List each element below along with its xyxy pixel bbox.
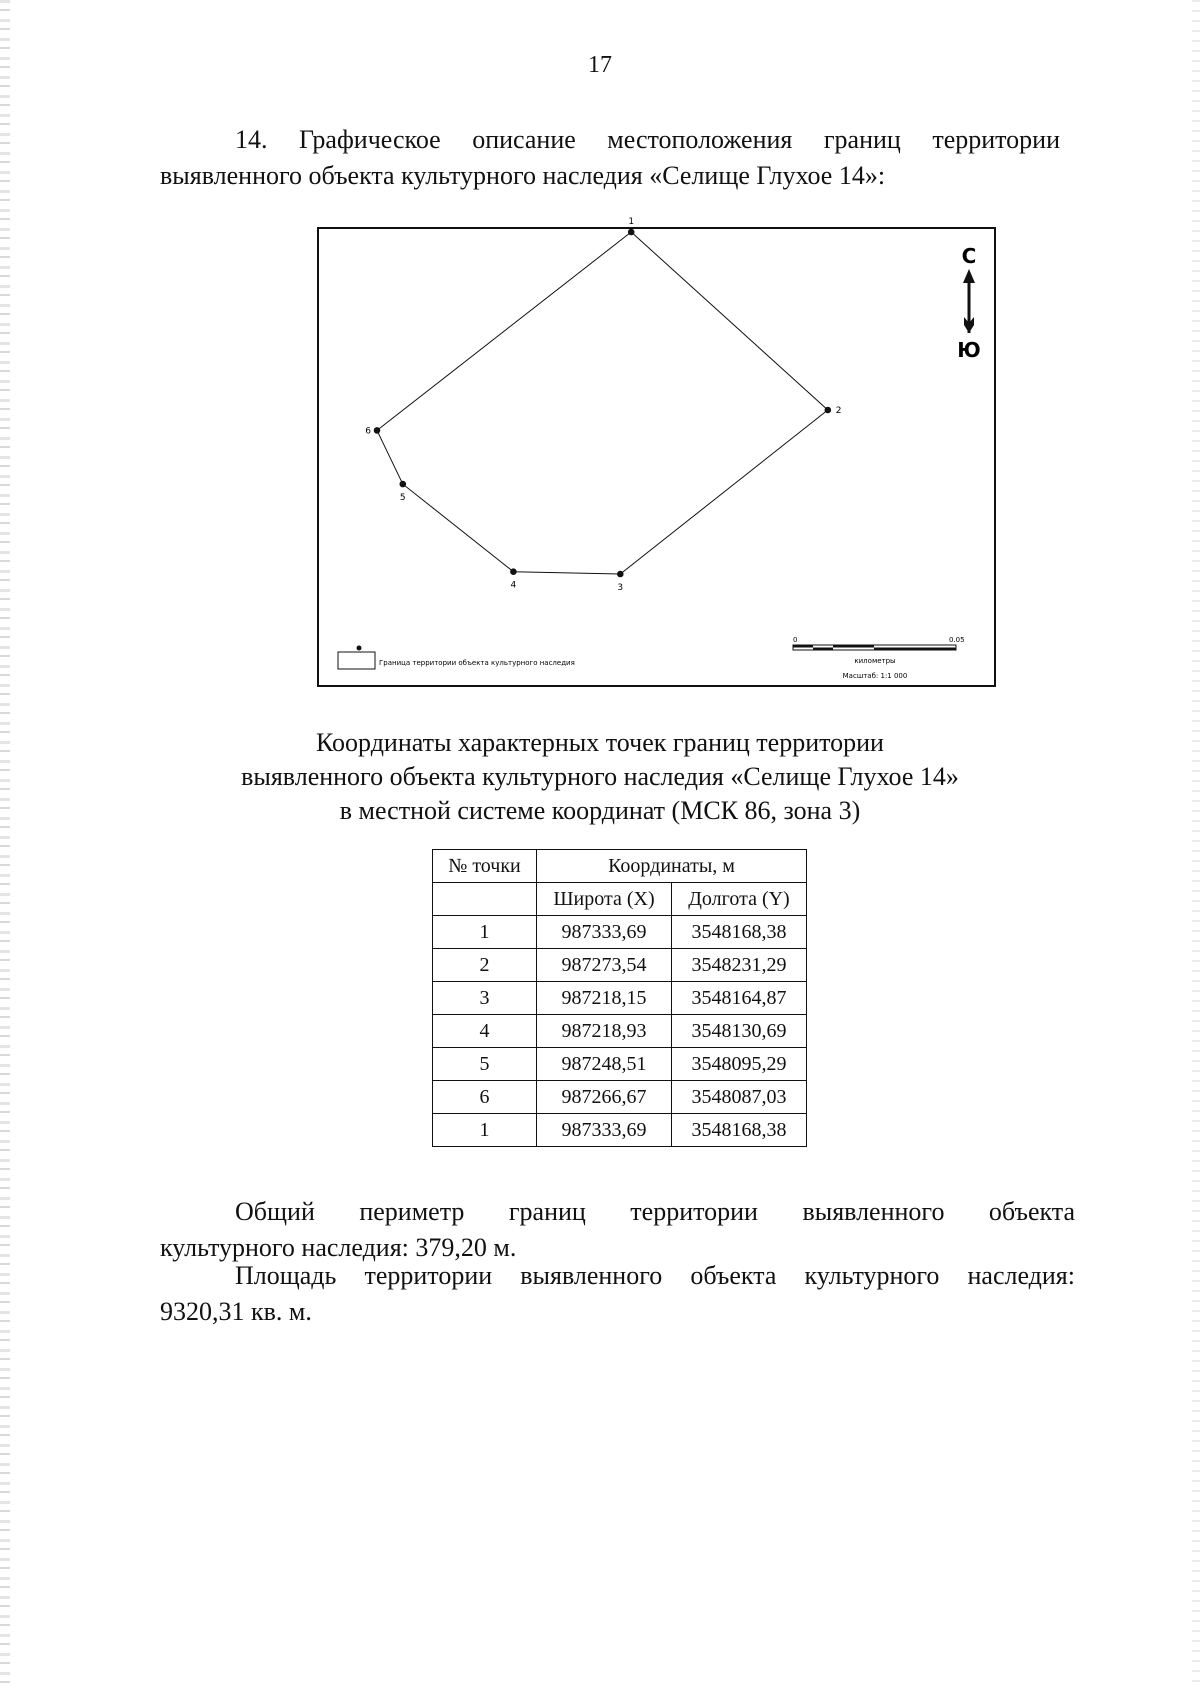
point-number-cell: 6	[433, 1081, 537, 1114]
latitude-cell: 987273,54	[537, 949, 672, 982]
boundary-point-label: 2	[835, 406, 842, 416]
legend-label: Граница территории объекта культурного наследия	[379, 659, 575, 667]
header-longitude: Долгота (Y)	[672, 883, 807, 916]
latitude-cell: 987266,67	[537, 1081, 672, 1114]
north-arrow-icon	[957, 244, 980, 362]
latitude-cell: 987248,51	[537, 1048, 672, 1081]
heading-line-1: 14. Графическое описание местоположения границ территории	[235, 125, 1060, 154]
boundary-point	[825, 407, 832, 414]
south-label: Ю	[957, 338, 981, 362]
boundary-point	[510, 568, 517, 575]
point-number-cell: 3	[433, 982, 537, 1015]
legend-swatch	[338, 652, 375, 669]
scale-end: 0.05	[949, 636, 965, 644]
scan-edge-right	[1192, 0, 1200, 1685]
header-coordinates: Координаты, м	[537, 850, 807, 883]
boundary-point	[374, 427, 381, 434]
section-heading	[160, 122, 1060, 194]
longitude-cell: 3548231,29	[672, 949, 807, 982]
longitude-cell: 3548168,38	[672, 916, 807, 949]
latitude-cell: 987333,69	[537, 1114, 672, 1147]
area-paragraph	[160, 1258, 1075, 1330]
page-number: 17	[588, 52, 612, 78]
coordinates-title	[0, 726, 1200, 828]
perimeter-line-2: культурного наследия: 379,20 м.	[160, 1233, 517, 1262]
point-number-cell: 1	[433, 1114, 537, 1147]
boundary-point-label: 3	[617, 583, 624, 593]
header-point-number-cont	[433, 883, 537, 916]
longitude-cell: 3548130,69	[672, 1015, 807, 1048]
coordinates-title-line-1: Координаты характерных точек границ территории	[316, 728, 884, 757]
boundary-point-label: 5	[399, 493, 406, 504]
north-label: С	[961, 244, 977, 268]
scale-bar	[793, 636, 965, 680]
boundary-layer	[365, 217, 841, 593]
boundary-point	[617, 571, 624, 578]
longitude-cell: 3548087,03	[672, 1081, 807, 1114]
point-number-cell: 5	[433, 1048, 537, 1081]
coordinates-table	[432, 849, 807, 1147]
table-row	[433, 1114, 807, 1147]
legend-point-marker	[357, 646, 362, 651]
boundary-map-canvas	[319, 217, 994, 685]
table-row	[433, 916, 807, 949]
boundary-point-label: 6	[365, 426, 371, 437]
scale-text: Масштаб: 1:1 000	[842, 672, 908, 680]
table-row	[433, 1081, 807, 1114]
map-legend	[338, 646, 575, 670]
perimeter-line-1: Общий периметр границ территории выявленного объекта	[235, 1197, 1075, 1226]
header-latitude: Широта (X)	[537, 883, 672, 916]
point-number-cell: 4	[433, 1015, 537, 1048]
coordinates-table-body	[433, 916, 807, 1147]
coordinates-title-line-2: выявленного объекта культурного наследия «Селище Глухое 14»	[241, 762, 959, 791]
longitude-cell: 3548164,87	[672, 982, 807, 1015]
boundary-line	[377, 232, 828, 574]
latitude-cell: 987333,69	[537, 916, 672, 949]
area-line-1: Площадь территории выявленного объекта культурного наследия:	[235, 1261, 1075, 1290]
boundary-point-label: 1	[628, 217, 635, 227]
area-line-2: 9320,31 кв. м.	[160, 1297, 312, 1326]
latitude-cell: 987218,15	[537, 982, 672, 1015]
latitude-cell: 987218,93	[537, 1015, 672, 1048]
scale-unit: километры	[854, 657, 896, 665]
boundary-point-label: 4	[510, 580, 517, 591]
longitude-cell: 3548095,29	[672, 1048, 807, 1081]
point-number-cell: 1	[433, 916, 537, 949]
table-row	[433, 1048, 807, 1081]
header-point-number: № точки	[433, 850, 537, 883]
heading-line-2: выявленного объекта культурного наследия «Селище Глухое 14»:	[160, 161, 886, 190]
table-row	[433, 1015, 807, 1048]
boundary-point	[400, 481, 407, 488]
longitude-cell: 3548168,38	[672, 1114, 807, 1147]
boundary-map	[317, 217, 996, 687]
table-row	[433, 949, 807, 982]
scale-start: 0	[793, 636, 798, 644]
boundary-point	[628, 229, 635, 236]
point-number-cell: 2	[433, 949, 537, 982]
coordinates-title-line-3: в местной системе координат (МСК 86, зона 3)	[339, 796, 861, 825]
perimeter-paragraph	[160, 1194, 1075, 1266]
table-row	[433, 982, 807, 1015]
scan-edge-left	[0, 0, 10, 1685]
